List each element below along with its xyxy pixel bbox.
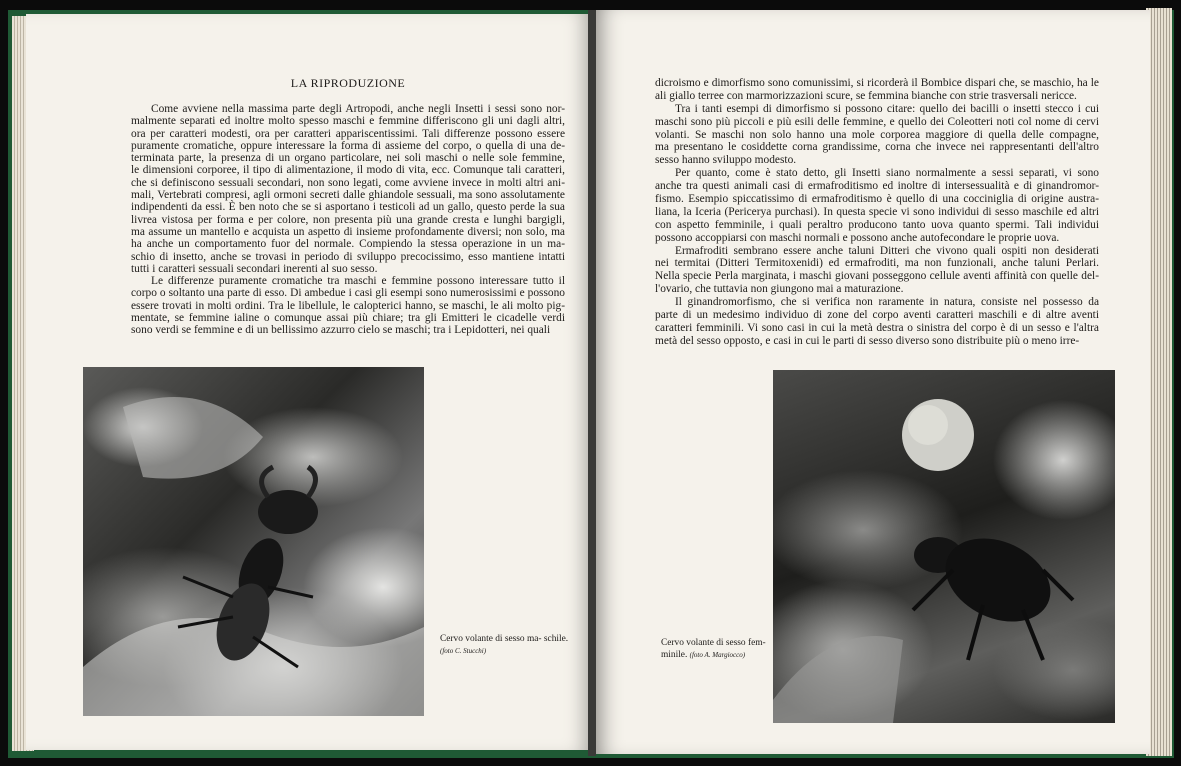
text-line: metà del sesso opposto, e casi in cui le parti di sesso diverso sono distribuite più o meno irre- [655, 334, 1080, 347]
text-line: anche tra questi animali casi di ermafroditismo ed inoltre di intersessualità e di ginandromor- [655, 180, 1099, 193]
text-line: ora per caratteri modesti, ora per caratteri appariscentissimi. Tali differenze possono essere [131, 127, 565, 140]
text-line: Nella specie Perla marginata, i maschi giovani posseggono cellule aventi affinità con quelle del- [655, 270, 1099, 283]
text-line: caratteri femminili. Vi sono casi in cui la metà destra o sinistra del corpo è di un sesso e l'altra [655, 321, 1099, 334]
photo-credit: (foto C. Stucchi) [440, 647, 487, 655]
left-body-text [131, 103, 565, 337]
text-line: maschi sono più piccoli e più esili delle femmine, e quello dei Coleotteri noti col nome di cervi [655, 115, 1099, 128]
text-line: malmente separati ed inoltre molto spesso maschi e femmine differiscono gli uni dagli altri, [131, 115, 565, 128]
text-line: parte di un medesimo individuo di zone del corpo aventi caratteri maschili e di altre aventi [655, 309, 1099, 322]
text-line: ha anche un comportamento fuor del normale. Compiendo la stessa operazione in un ma- [131, 238, 565, 251]
caption-text: Cervo volante di sesso ma- schile. [440, 634, 569, 644]
text-line: puramente cromatiche, oppure interessare la forma di assieme del corpo, o quella di una de- [131, 139, 565, 152]
photo-credit: (foto A. Margiocco) [689, 651, 746, 659]
text-line: tutti i caratteri sessuali secondari inerenti al suo sesso. [131, 262, 378, 275]
photo-caption-left [440, 633, 570, 657]
caption-text: Cervo volante di sesso fem- minile. [661, 638, 766, 660]
text-line: ma assume un mantello e acquista un aspetto di insieme profondamente diversi; non solo, ma [131, 225, 565, 238]
text-line: ma presentano le cosiddette corna grandissime, corna che invece nei rappresentanti dell'altro [655, 141, 1099, 154]
text-line: dicroismo e dimorfismo sono comunissimi, si ricorderà il Bombice dispari che, se maschio, ha le [655, 77, 1099, 89]
text-line: essere trovati in molti ordini. Tra le libellule, le calopterici hanno, se maschi, le ali molto pig- [131, 299, 565, 312]
chapter-title: LA RIPRODUZIONE [290, 76, 406, 90]
text-line: sono verdi se femmine e di un bellissimo azzurro cielo se maschi; tra i Lepidotteri, nei quali [131, 324, 551, 337]
text-line: Come avviene nella massima parte degli Artropodi, anche negli Insetti i sessi sono nor- [151, 103, 565, 115]
text-line: Tra i tanti esempi di dimorfismo si possono citare: quello dei bacilli o insetti stecco i cui [675, 102, 1099, 115]
text-line: con aspetto femminile, i quali peraltro producono tanto uova quanto spermi. Tali individui [655, 218, 1099, 231]
text-line: nei termitai (Ditteri Termitoxenidi) ed ermafroditi, ma non funzionali, anche taluni Perlari. [655, 257, 1099, 270]
right-body-text [655, 77, 1099, 348]
stag-beetle-female-illustration [773, 370, 1115, 723]
text-line: fismo. Esempio spiccatissimo di ermafroditismo è quello di una cocciniglia di origine austra- [655, 193, 1099, 206]
stag-beetle-male-illustration [83, 367, 424, 716]
text-line: che si definiscono sessuali secondari, non sono legati, come avviene invece in molti altri ani- [131, 176, 565, 189]
text-line: sesso hanno sviluppo modesto. [655, 154, 797, 167]
book-gutter [588, 10, 596, 756]
text-line: Per quanto, come è stato detto, gli Insetti siano normalmente a sessi separati, vi sono [675, 167, 1099, 180]
photo-female-stag-beetle [773, 370, 1115, 723]
text-line: terminata parte, la presenza di un organo particolare, nei soli maschi o nelle sole femmine, [131, 152, 565, 165]
text-line: le dimensioni corporee, il tipo di alimentazione, il modo di vita, ecc. Comunque tali caratteri, [131, 164, 565, 177]
text-line: possono accoppiarsi con maschi normali e possono anche autofecondare le proprie uova. [655, 231, 1060, 244]
photo-caption-right [661, 637, 771, 661]
text-line: mentate, se femmine ialine o comunque assai più chiare; tra gli Emitteri le cicadelle verdi [131, 312, 565, 325]
text-line: mali, Vertebrati compresi, agli ormoni secreti dalle ghiandole sessuali, ma sono assolutamente [131, 189, 565, 202]
text-line: volanti. Se maschi non solo hanno una mole corporea maggiore di quella delle compagne, [655, 128, 1099, 141]
text-line: Ermafroditi sembrano essere anche taluni Ditteri che vivono quali ospiti non desiderati [675, 244, 1099, 257]
text-line: livrea vistosa per forma e per colore, non presenta più una grande cresta e lunghi bargigli, [131, 213, 565, 226]
text-line: l'ovario, che tuttavia non giungono mai a maturazione. [655, 283, 904, 296]
text-line: Le differenze puramente cromatiche tra maschi e femmine possono interessare tutto il [151, 275, 565, 288]
text-line: schio di insetto, anche se trovasi in periodo di sviluppo precocissimo, esso mantiene intatti [131, 250, 565, 263]
text-line: Il ginandromorfismo, che si verifica non raramente in natura, consiste nel possesso da [675, 296, 1099, 309]
photo-male-stag-beetle [83, 367, 424, 716]
text-line: indipendenti da essi. È ben noto che se si asportano i testicoli ad un gallo, questo perde la sua [131, 201, 565, 214]
text-line: ali giallo terree con marmorizzazioni scure, se femmina bianche con strie trasversali nericce. [655, 89, 1077, 102]
text-line: liana, la Iceria (Pericerya purchasi). In questa specie vi sono individui di sesso maschile ed altri [655, 205, 1099, 218]
text-line: corpo o soltanto una parte di esso. Di ambedue i casi gli esempi sono numerosissimi e possono [131, 287, 565, 300]
